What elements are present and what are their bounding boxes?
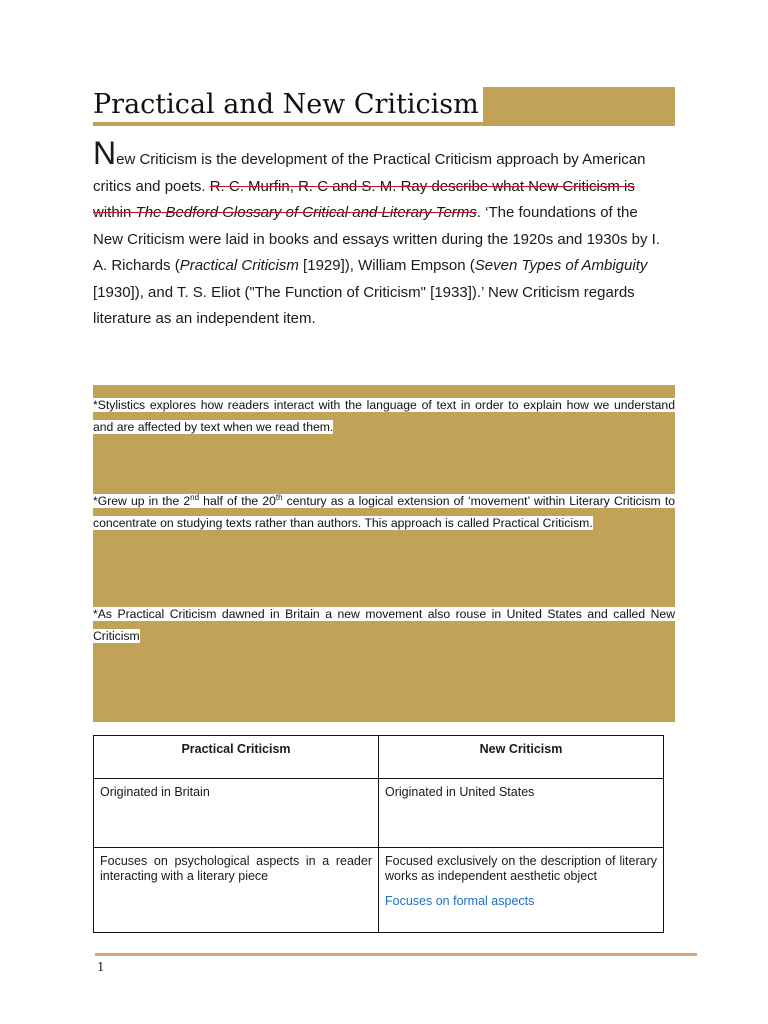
cell-origin-practical: Originated in Britain (94, 779, 379, 848)
table-header-row (94, 736, 664, 779)
footer-rule (95, 953, 697, 956)
drop-cap: N (93, 135, 117, 171)
note-grew-up: *Grew up in the 2nd half of the 20th century as a logical extension of ‘movement’ within Literary Criticism to concentrate on studying texts rather than authors. This approach is called Practical Criticism. (93, 493, 675, 531)
cell-focus-practical: Focuses on psychological aspects in a reader interacting with a literary piece (94, 848, 379, 933)
page-title: Practical and New Criticism (93, 87, 483, 122)
intro-text-3: [1929]), William Empson ( (298, 257, 475, 274)
intro-text-2: . ‘The foundations of the New Criticism were laid in books and essays written during the 1920s and 1930s by I. A. Richards ( (93, 204, 660, 274)
struck-text: R. C. Murfin, R. C and S. M. Ray describe what New Criticism is within The Bedford Glossary of Critical and Literary Terms (93, 177, 635, 221)
intro-italic-1: Practical Criticism (179, 257, 299, 274)
table-row (94, 779, 664, 848)
intro-text-4: [1930]), and T. S. Eliot ("The Function of Criticism" [1933]).’ New Criticism regards literature as an independent item. (93, 283, 635, 327)
intro-italic-2: Seven Types of Ambiguity (474, 257, 648, 274)
formal-aspects-note: Focuses on formal aspects (385, 894, 535, 908)
cell-origin-new: Originated in United States (379, 779, 664, 848)
table-row (94, 848, 664, 933)
page-number: 1 (97, 960, 105, 974)
comparison-table (93, 735, 664, 933)
cell-focus-new (379, 848, 664, 933)
note-stylistics: *Stylistics explores how readers interact with the language of text in order to explain how we understand and are affected by text when we read them. (93, 398, 675, 434)
note-new-movement: *As Practical Criticism dawned in Britain a new movement also rouse in United States and called New Criticism (93, 607, 675, 643)
intro-paragraph (93, 135, 668, 333)
cell-focus-new-text: Focused exclusively on the description of literary works as independent aesthetic object (385, 854, 657, 883)
header-new: New Criticism (379, 736, 664, 779)
title-rule (93, 122, 675, 126)
intro-text-1: ew Criticism is the development of the Practical Criticism approach by American critics and poets. (93, 151, 646, 195)
header-practical: Practical Criticism (94, 736, 379, 779)
